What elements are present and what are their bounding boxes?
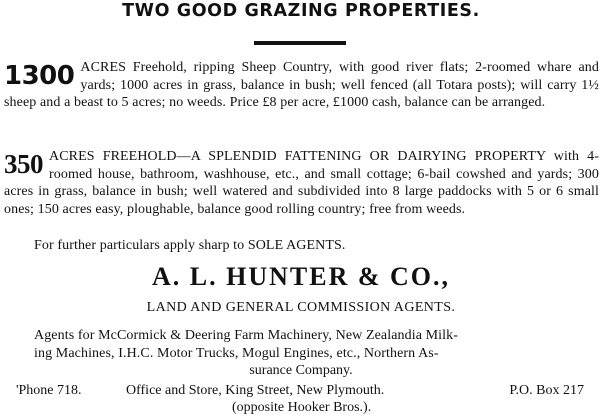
listing-2-text: ACRES FREEHOLD—A SPLENDID FATTENING OR DAIRYING PROPERTY with 4-roomed house, bathroom, washhouse, etc., and small cottage; 6-bail cowshed and yards; 300 acres in grass, balance in bush; well watered and subdivided into 8 large paddocks with 5 or 6 small ones; 150 acres easy, ploughable, balance good rolling country; free from weeds. <box>4 149 599 217</box>
listing-2-acres: 350 <box>4 149 43 179</box>
particulars-line: For further particulars apply sharp to SOLE AGENTS. <box>34 238 346 253</box>
listing-1-text: ACRES Freehold, ripping Sheep Country, with good river flats; 2-roomed whare and yards; 1000 acres in grass, balance in bush; well fenced (all Totara posts); will carry 1½ sheep and a beast to 5 acres; no weeds. Price £8 per acre, £1000 cash, balance can be arranged. <box>4 60 599 110</box>
firm-name: A. L. HUNTER & CO., <box>151 262 450 291</box>
listing-2 <box>4 148 599 218</box>
po-box: P.O. Box 217 <box>509 383 584 398</box>
listing-1 <box>4 59 599 112</box>
agents-line-1: Agents for McCormick & Deering Farm Machinery, New Zealandia Milk- <box>34 328 459 343</box>
agents-line-2: ing Machines, I.H.C. Motor Trucks, Mogul Engines, etc., Northern As- <box>34 346 439 361</box>
advert-heading: TWO GOOD GRAZING PROPERTIES. <box>122 1 480 21</box>
listing-1-acres: 1300 <box>4 61 75 91</box>
phone-number: 'Phone 718. <box>16 383 82 398</box>
heading-rule <box>254 41 346 45</box>
office-address: Office and Store, King Street, New Plymouth. <box>126 383 385 398</box>
agents-line-3: surance Company. <box>249 363 353 378</box>
firm-subtitle: LAND AND GENERAL COMMISSION AGENTS. <box>146 300 456 315</box>
opposite-note: (opposite Hooker Bros.). <box>232 400 372 415</box>
